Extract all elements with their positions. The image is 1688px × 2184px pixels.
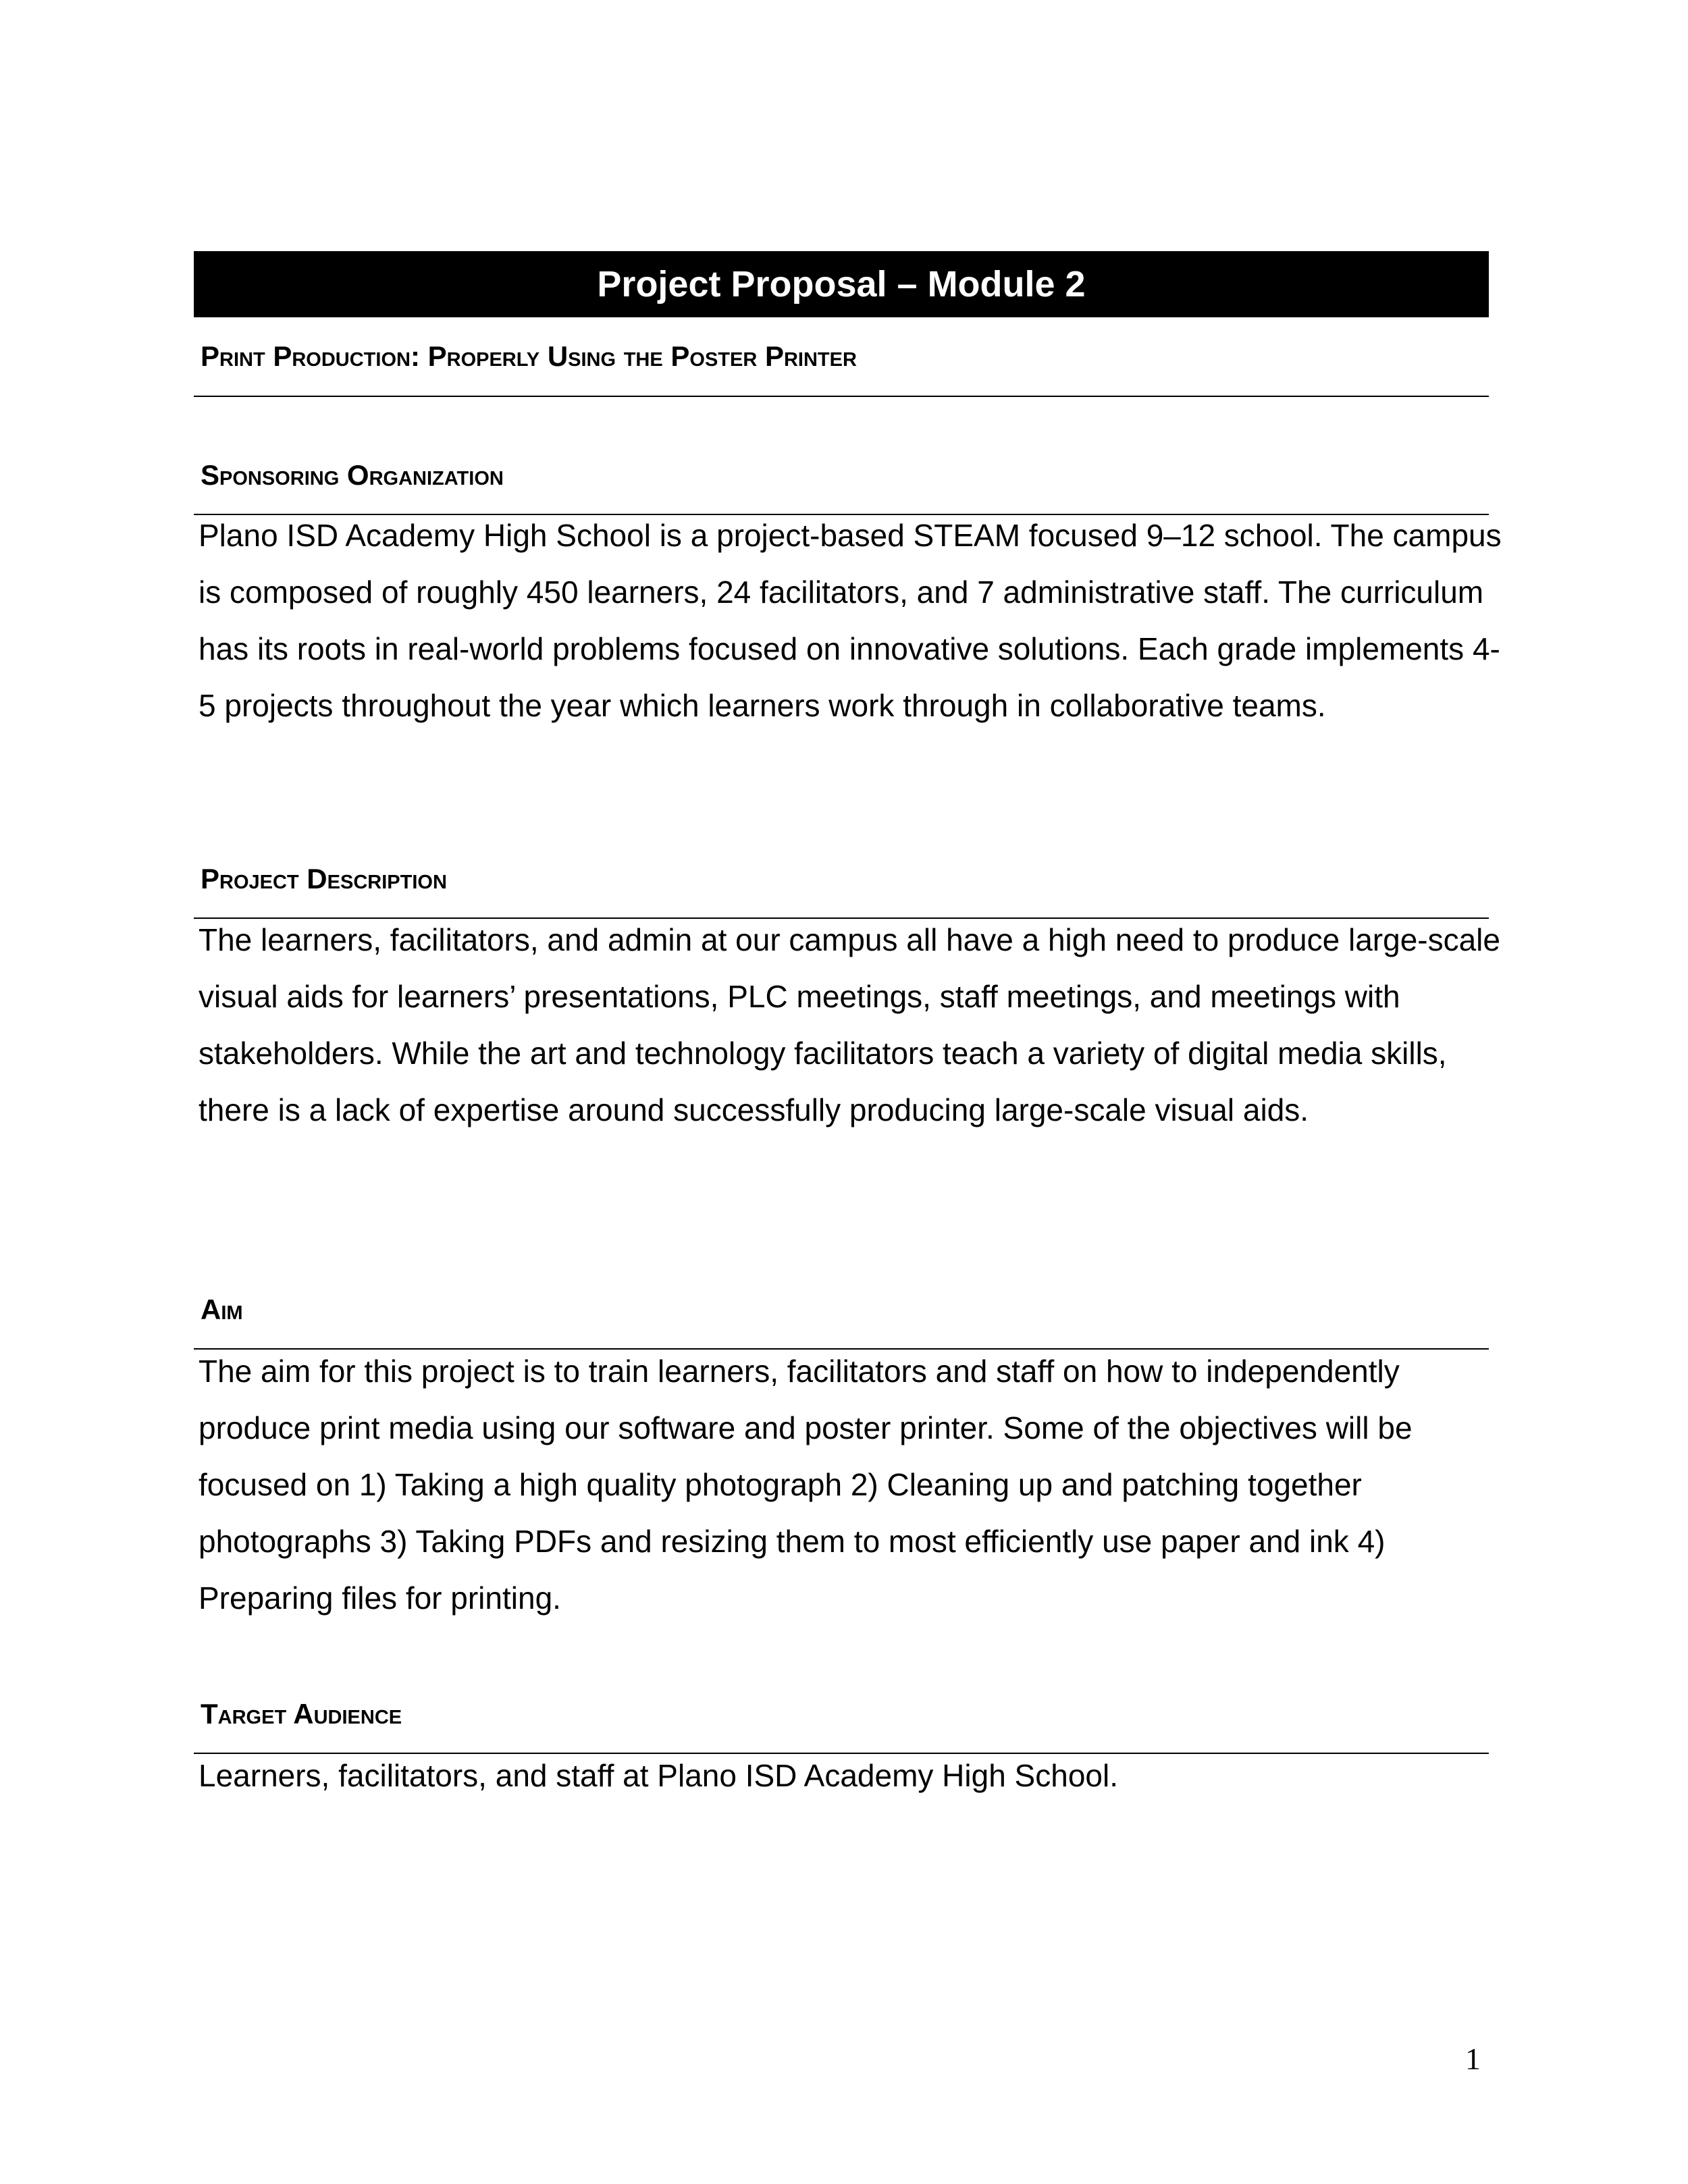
document-title: Project Proposal – Module 2 [194, 251, 1489, 317]
sponsoring-organization-body: Plano ISD Academy High School is a project-based STEAM focused 9–12 school. The campus is composed of roughly 450 learners, 24 facilitators, and 7 administrative staff. The curriculum has its roots in real-world problems focused on innovative solutions. Each grade implements 4-5 projects throughout the year which learners work through in collaborative teams. [199, 518, 1502, 723]
aim-heading: Aim [201, 1294, 243, 1325]
target-audience-heading: Target Audience [201, 1698, 402, 1730]
aim-body: The aim for this project is to train learners, facilitators and staff on how to independently produce print media using our software and poster printer. Some of the objectives will be focused on 1) Taking a high quality photograph 2) Cleaning up and patching together photographs 3) Taking PDFs and resizing them to most efficiently use paper and ink 4) Preparing files for printing. [199, 1354, 1413, 1616]
page-number: 1 [1465, 2042, 1481, 2076]
sponsoring-organization-heading: Sponsoring Organization [201, 459, 504, 491]
document-subtitle: Print Production: Properly Using the Poster Printer [201, 340, 857, 372]
project-description-body: The learners, facilitators, and admin at our campus all have a high need to produce large-scale visual aids for learners’ presentations, PLC meetings, staff meetings, and meetings with stakeholders. While the art and technology facilitators teach a variety of digital media skills, there is a lack of expertise around successfully producing large-scale visual aids. [199, 922, 1500, 1127]
subtitle-divider [194, 396, 1489, 397]
project-description-heading: Project Description [201, 863, 447, 895]
document-page [194, 0, 1502, 2184]
target-audience-body: Learners, facilitators, and staff at Plano ISD Academy High School. [199, 1758, 1118, 1793]
